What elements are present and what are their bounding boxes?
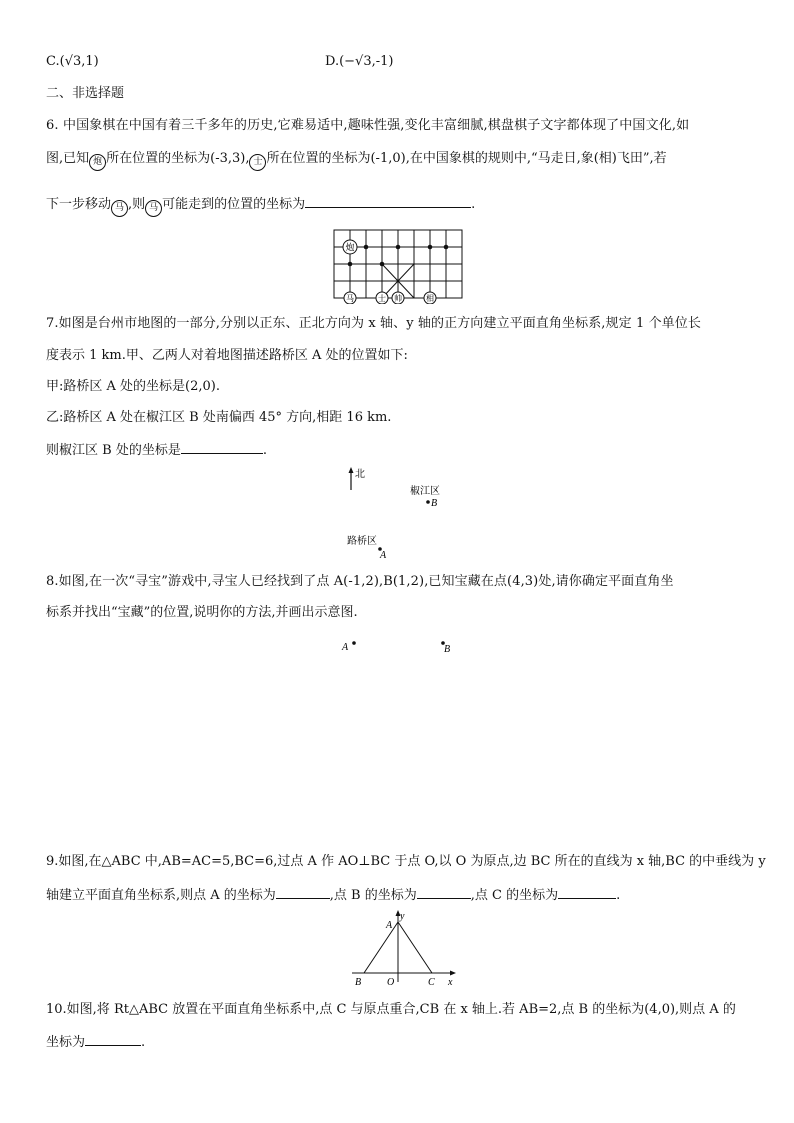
q6-text: 图,已知 <box>46 151 90 166</box>
q10-line2 <box>46 1034 145 1049</box>
shuai-piece-icon <box>392 292 404 304</box>
q6-text: ,则 <box>128 197 146 212</box>
svg-text:相: 相 <box>426 294 434 303</box>
q9-text: ,点 C 的坐标为 <box>470 888 559 903</box>
label-x: x <box>448 977 453 988</box>
q7-text: 则椒江区 B 处的坐标是 <box>46 443 181 458</box>
label-c: C <box>428 977 435 988</box>
q10-answer-blank[interactable] <box>85 1034 141 1046</box>
q9-period: . <box>616 888 621 903</box>
q9-answer-b-blank[interactable] <box>417 887 471 899</box>
svg-text:帅: 帅 <box>394 294 402 303</box>
q6-line2 <box>46 152 667 171</box>
q9-answer-a-blank[interactable] <box>276 887 330 899</box>
q7-line2: 度表示 1 km.甲、乙两人对着地图描述路桥区 A 处的位置如下: <box>46 348 408 363</box>
q6-text: 所在位置的坐标为(-1,0),在中国象棋的规则中,“马走日,象(相)飞田”,若 <box>266 151 667 166</box>
pao-piece-icon <box>343 240 357 254</box>
q9-line1: 9.如图,在△ABC 中,AB=AC=5,BC=6,过点 A 作 AO⊥BC 于点 O,以 O 为原点,边 BC 所在的直线为 x 轴,BC 的中垂线为 y <box>46 854 766 869</box>
point-a <box>352 641 356 645</box>
treasure-figure <box>336 636 466 660</box>
q6-period: . <box>471 197 476 212</box>
q9-answer-c-blank[interactable] <box>558 887 616 899</box>
label-b: B <box>355 977 362 988</box>
q6-text: 所在位置的坐标为(-3,3), <box>106 151 250 166</box>
ma-piece-icon: 马 <box>111 200 128 217</box>
option-c: C.(√3,1) <box>46 54 99 69</box>
point-b-label: B <box>444 644 451 655</box>
pao-piece-icon: 炮 <box>89 154 106 171</box>
q9-text: ,点 B 的坐标为 <box>329 888 417 903</box>
xiang-piece-icon <box>424 292 436 304</box>
q7-line3: 甲:路桥区 A 处的坐标是(2,0). <box>46 379 220 394</box>
svg-text:马: 马 <box>346 294 354 303</box>
x-axis-arrow-icon <box>450 971 456 976</box>
q7-line4: 乙:路桥区 A 处在椒江区 B 处南偏西 45° 方向,相距 16 km. <box>46 410 392 425</box>
q7-line5 <box>46 442 267 457</box>
q10-text: 坐标为 <box>46 1035 86 1050</box>
shi-piece-icon: 士 <box>249 154 266 171</box>
svg-text:炮: 炮 <box>345 243 355 254</box>
label-a: A <box>386 920 393 931</box>
q6-answer-blank[interactable] <box>305 196 471 208</box>
map-a-label: A <box>380 550 387 561</box>
q6-line1: 6. 中国象棋在中国有着三千多年的历史,它难易适中,趣味性强,变化丰富细腻,棋盘棋子文字都体现了中国文化,如 <box>46 118 690 133</box>
ma-piece-icon <box>344 292 356 304</box>
q6-text: 可能走到的位置的坐标为 <box>162 197 306 212</box>
section-title: 二、非选择题 <box>46 86 125 101</box>
q6-line3 <box>46 196 475 217</box>
ma-piece-icon: 马 <box>145 200 162 217</box>
chessboard-figure <box>326 228 464 304</box>
q9-line2 <box>46 887 620 902</box>
point-a-label: A <box>342 642 349 653</box>
q8-line1: 8.如图,在一次“寻宝”游戏中,寻宝人已经找到了点 A(-1,2),B(1,2),已知宝藏在点(4,3)处,请你确定平面直角坐 <box>46 574 674 589</box>
map-figure <box>340 466 460 562</box>
q7-period: . <box>262 443 267 458</box>
q7-line1: 7.如图是台州市地图的一部分,分别以正东、正北方向为 x 轴、y 轴的正方向建立平面直角坐标系,规定 1 个单位长 <box>46 316 701 331</box>
q6-text: 下一步移动 <box>46 197 112 212</box>
label-o: O <box>387 977 395 988</box>
q7-answer-blank[interactable] <box>181 442 263 454</box>
q9-text: 轴建立平面直角坐标系,则点 A 的坐标为 <box>46 888 276 903</box>
map-north-label: 北 <box>355 469 365 480</box>
triangle-figure <box>342 908 462 988</box>
q10-period: . <box>141 1035 146 1050</box>
north-arrow-head-icon <box>349 467 354 473</box>
svg-text:士: 士 <box>378 294 386 303</box>
map-jiaojiang-label: 椒江区 <box>410 486 440 497</box>
map-b-label: B <box>431 498 438 509</box>
map-point-b <box>426 500 430 504</box>
map-luqiao-label: 路桥区 <box>347 536 377 547</box>
q8-line2: 标系并找出“宝藏”的位置,说明你的方法,并画出示意图. <box>46 605 358 620</box>
q10-line1: 10.如图,将 Rt△ABC 放置在平面直角坐标系中,点 C 与原点重合,CB 在 x 轴上.若 AB=2,点 B 的坐标为(4,0),则点 A 的 <box>46 1002 736 1017</box>
option-d: D.(−√3,-1) <box>325 54 394 69</box>
label-y: y <box>400 911 405 922</box>
shi-piece-icon <box>376 292 388 304</box>
